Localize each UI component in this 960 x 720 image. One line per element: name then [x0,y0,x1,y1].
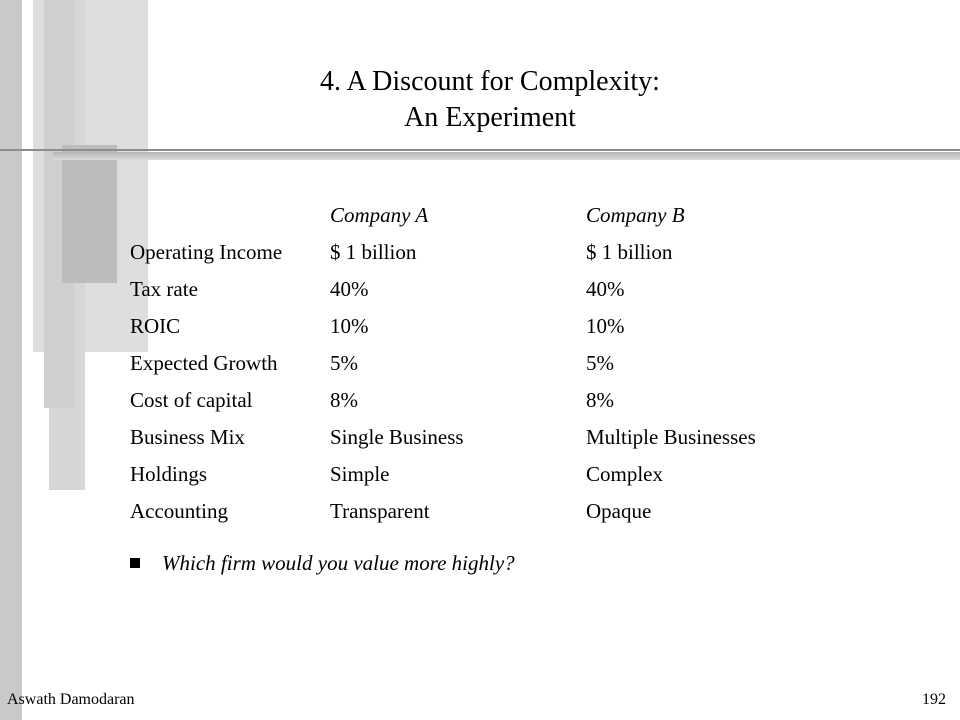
company-b-value: 5% [586,351,614,375]
page-number: 192 [922,691,946,708]
slide-title-line-1: 4. A Discount for Complexity: [320,66,660,97]
company-b-value: Complex [586,462,663,486]
question-text: Which firm would you value more highly? [162,551,515,575]
company-b-value: Multiple Businesses [586,425,756,449]
row-label: Tax rate [130,277,198,301]
company-b-value: 10% [586,314,625,338]
decorative-block-dark [62,145,117,283]
column-header-company-b: Company B [586,203,685,227]
slide-title-line-2: An Experiment [404,102,576,133]
row-label: Holdings [130,462,208,486]
column-header-company-a: Company A [330,203,429,227]
company-a-value: 10% [330,314,369,338]
title-underline-thin [0,149,960,151]
row-label: Cost of capital [130,388,253,412]
row-label: Operating Income [130,240,283,264]
company-a-value: 40% [330,277,369,301]
square-bullet-icon [130,558,140,568]
footer-author: Aswath Damodaran [7,691,135,708]
row-label: Business Mix [130,425,245,449]
company-a-value: Transparent [330,499,430,523]
company-b-value: 8% [586,388,614,412]
decorative-bar-far-left [0,0,22,720]
row-label: ROIC [130,314,181,338]
title-underline-thick [53,152,960,160]
question-bullet [130,550,515,576]
company-a-value: Single Business [330,425,464,449]
company-b-value: $ 1 billion [586,240,673,264]
company-b-value: Opaque [586,499,652,523]
company-a-value: 8% [330,388,358,412]
company-b-value: 40% [586,277,625,301]
row-label: Expected Growth [130,351,278,375]
slide-title [150,64,830,136]
row-label: Accounting [130,499,228,523]
company-a-value: Simple [330,462,390,486]
company-a-value: $ 1 billion [330,240,417,264]
company-a-value: 5% [330,351,358,375]
